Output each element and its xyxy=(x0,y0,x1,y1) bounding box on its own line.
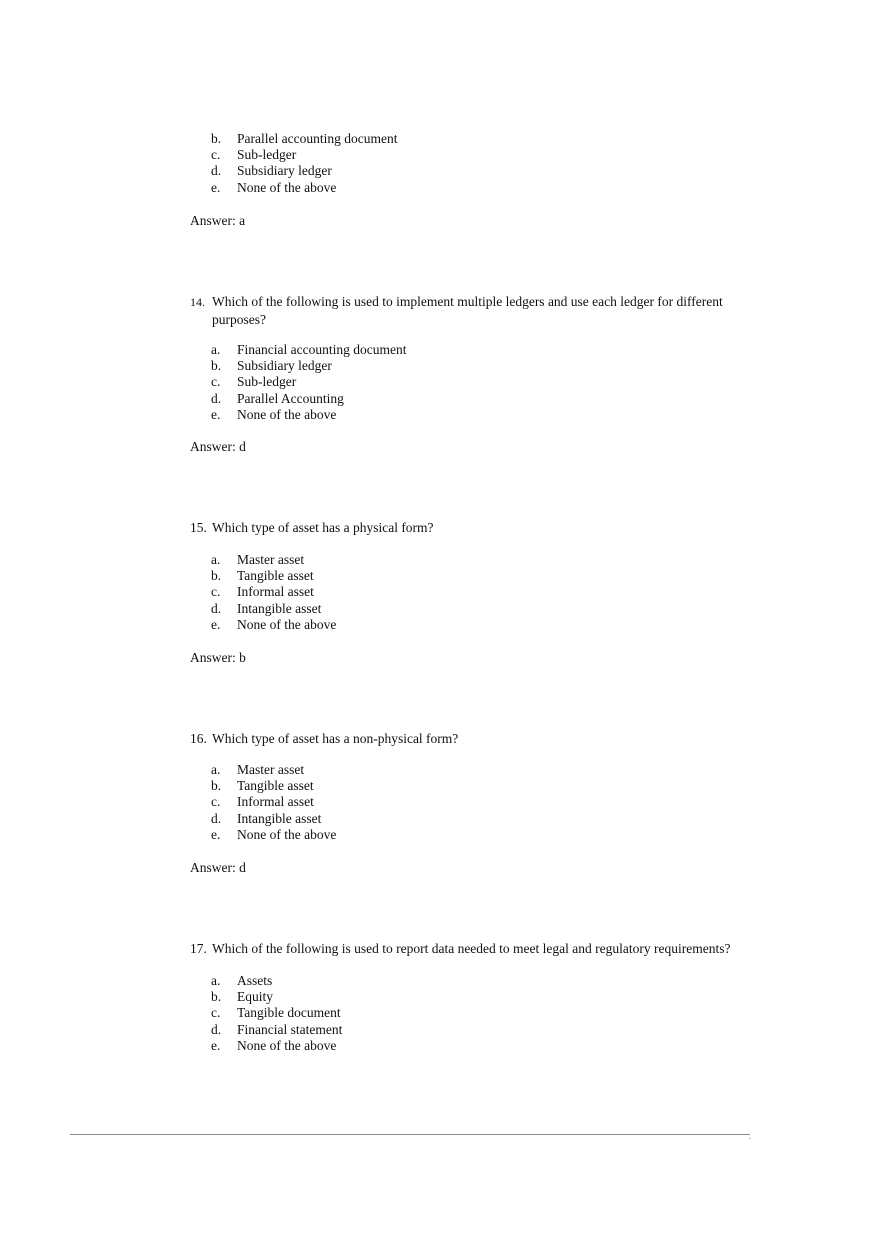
option-item xyxy=(211,778,336,794)
option-text: Tangible asset xyxy=(237,778,314,794)
option-item xyxy=(211,147,397,163)
q16-question xyxy=(190,730,770,747)
option-text: Tangible asset xyxy=(237,568,314,584)
option-item xyxy=(211,811,336,827)
option-text: Parallel Accounting xyxy=(237,390,344,406)
option-letter: c. xyxy=(211,147,221,163)
q17-text: Which of the following is used to report data needed to meet legal and regulatory requirements? xyxy=(212,941,731,956)
option-letter: b. xyxy=(211,358,222,374)
option-letter: c. xyxy=(211,794,221,810)
option-item xyxy=(211,407,406,423)
option-letter: e. xyxy=(211,179,221,195)
q14-line1 xyxy=(190,293,770,311)
option-item xyxy=(211,794,336,810)
option-item xyxy=(211,827,336,843)
option-item xyxy=(211,391,406,407)
option-letter: a. xyxy=(211,342,221,357)
option-text: Sub-ledger xyxy=(237,374,297,390)
q16-text: Which type of asset has a non-physical form? xyxy=(212,731,459,746)
option-item xyxy=(211,163,397,179)
option-text: Informal asset xyxy=(237,794,314,810)
q15-question xyxy=(190,519,770,536)
q14-answer: Answer: d xyxy=(190,439,246,454)
q17-number: 17. xyxy=(190,941,207,956)
q15-options xyxy=(211,552,336,633)
option-text: Sub-ledger xyxy=(237,147,297,163)
option-item xyxy=(211,989,342,1005)
q16-number: 16. xyxy=(190,731,207,746)
option-letter: e. xyxy=(211,616,221,632)
option-item xyxy=(211,568,336,584)
option-letter: d. xyxy=(211,600,222,616)
q14-options xyxy=(211,342,406,423)
option-letter: a. xyxy=(211,762,221,777)
option-item xyxy=(211,1022,342,1038)
option-text: Tangible document xyxy=(237,1005,341,1021)
option-letter: b. xyxy=(211,778,222,794)
option-item xyxy=(211,601,336,617)
option-item xyxy=(211,342,406,358)
q13-answer: Answer: a xyxy=(190,213,246,228)
option-letter: c. xyxy=(211,1005,221,1021)
option-text: Equity xyxy=(237,989,273,1005)
q13-options xyxy=(211,131,397,196)
option-item xyxy=(211,1005,342,1021)
q14-number: 14. xyxy=(190,295,205,309)
option-letter: b. xyxy=(211,989,222,1005)
q17-question xyxy=(190,940,790,957)
q15-answer: Answer: b xyxy=(190,650,246,665)
option-letter: a. xyxy=(211,552,221,567)
option-item xyxy=(211,762,336,778)
q14-question xyxy=(190,293,770,328)
option-letter: b. xyxy=(211,131,222,146)
option-text: None of the above xyxy=(237,616,337,632)
option-letter: d. xyxy=(211,1021,222,1037)
option-text: Financial statement xyxy=(237,1021,343,1037)
option-text: Subsidiary ledger xyxy=(237,358,332,374)
option-item xyxy=(211,617,336,633)
option-letter: d. xyxy=(211,810,222,826)
option-text: Master asset xyxy=(237,762,305,777)
option-item xyxy=(211,552,336,568)
q15-text: Which type of asset has a physical form? xyxy=(212,520,434,535)
option-text: Informal asset xyxy=(237,584,314,600)
q16-answer: Answer: d xyxy=(190,860,246,875)
option-letter: d. xyxy=(211,163,222,179)
option-item xyxy=(211,1038,342,1054)
option-text: Master asset xyxy=(237,552,305,567)
option-letter: a. xyxy=(211,973,221,988)
option-text: Intangible asset xyxy=(237,810,322,826)
option-text: None of the above xyxy=(237,1037,337,1053)
option-text: None of the above xyxy=(237,826,337,842)
footer-mark: . xyxy=(749,1131,752,1141)
option-letter: d. xyxy=(211,390,222,406)
option-letter: e. xyxy=(211,1037,221,1053)
q17-options xyxy=(211,973,342,1054)
option-item xyxy=(211,180,397,196)
option-item xyxy=(211,973,342,989)
option-letter: c. xyxy=(211,374,221,390)
option-text: None of the above xyxy=(237,406,337,422)
option-item xyxy=(211,584,336,600)
option-text: None of the above xyxy=(237,179,337,195)
footer-divider xyxy=(70,1134,750,1135)
option-letter: e. xyxy=(211,826,221,842)
option-text: Assets xyxy=(237,973,273,988)
q14-text-line2: purposes? xyxy=(212,312,266,327)
option-letter: e. xyxy=(211,406,221,422)
q14-text-line1: Which of the following is used to implement multiple ledgers and use each ledger for different xyxy=(212,294,723,309)
option-text: Subsidiary ledger xyxy=(237,163,332,179)
option-letter: b. xyxy=(211,568,222,584)
option-letter: c. xyxy=(211,584,221,600)
option-text: Financial accounting document xyxy=(237,342,407,357)
q16-options xyxy=(211,762,336,843)
option-item xyxy=(211,131,397,147)
option-item xyxy=(211,374,406,390)
option-item xyxy=(211,358,406,374)
q15-number: 15. xyxy=(190,520,207,535)
option-text: Parallel accounting document xyxy=(237,131,398,146)
option-text: Intangible asset xyxy=(237,600,322,616)
